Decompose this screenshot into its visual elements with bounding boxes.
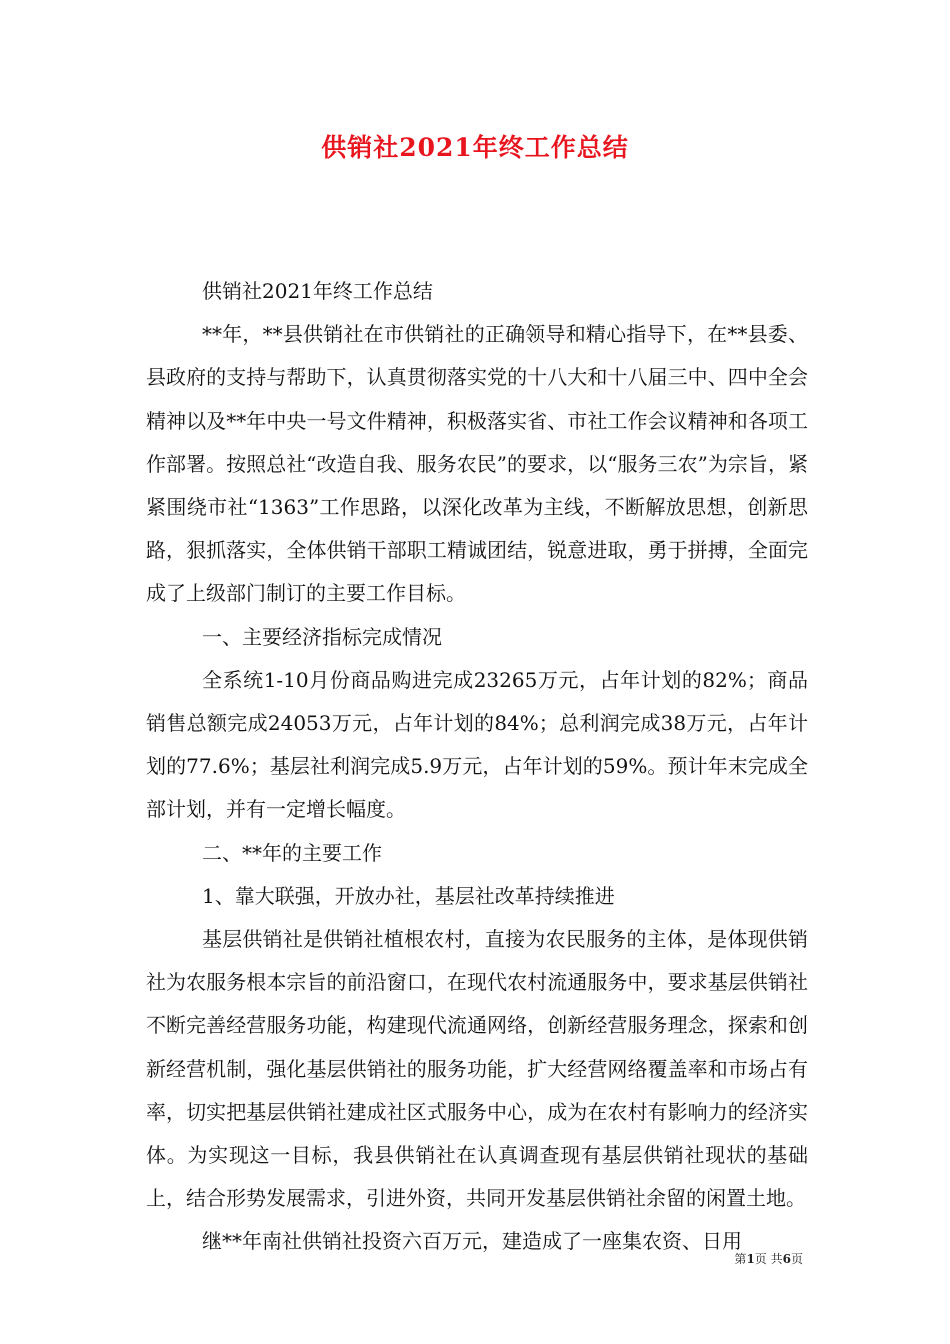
total-page-number: 6 (782, 1252, 791, 1266)
section-heading-1: 一、主要经济指标完成情况 (202, 624, 442, 649)
paragraph-continued: 继**年南社供销社投资六百万元，建造成了一座集农资、日用 (202, 1229, 742, 1254)
footer-middle: 页 共 (754, 1252, 783, 1266)
footer-prefix: 第 (734, 1252, 747, 1266)
current-page-number: 1 (746, 1252, 755, 1266)
section-heading-2: 二、**年的主要工作 (202, 840, 382, 865)
page-footer (734, 1251, 803, 1267)
paragraph-subtitle: 供销社2021年终工作总结 (202, 279, 433, 303)
subsection-heading-1: 1、靠大联强，开放办社，基层社改革持续推进 (202, 883, 615, 908)
footer-suffix: 页 (790, 1252, 803, 1266)
paragraph-intro: **年，**县供销社在市供销社的正确领导和精心指导下，在**县委、县政府的支持与帮助下，认真贯彻落实党的十八大和十八届三中、四中全会精神以及**年中央一号文件精神，积极落实省、市社工作会议精神和各项工作部署。按照总社“改造自我、服务农民”的要求，以“服务三农”为宗旨，紧紧围绕市社“1363”工作思路，以深化改革为主线，不断解放思想，创新思路，狠抓落实，全体供销干部职工精诚团结，锐意进取，勇于拼搏，全面完成了上级部门制订的主要工作目标。 (146, 322, 808, 606)
document-title: 供销社2021年终工作总结 (321, 133, 629, 162)
document-body (146, 270, 808, 1264)
paragraph-grassroots: 基层供销社是供销社植根农村，直接为农民服务的主体，是体现供销社为农服务根本宗旨的前沿窗口，在现代农村流通服务中，要求基层供销社不断完善经营服务功能，构建现代流通网络，创新经营服务理念，探索和创新经营机制，强化基层供销社的服务功能，扩大经营网络覆盖率和市场占有率，切实把基层供销社建成社区式服务中心，成为在农村有影响力的经济实体。为实现这一目标，我县供销社在认真调查现有基层供销社现状的基础上，结合形势发展需求，引进外资，共同开发基层供销社余留的闲置土地。 (146, 927, 808, 1211)
paragraph-indicators: 全系统1-10月份商品购进完成23265万元，占年计划的82%；商品销售总额完成24053万元，占年计划的84%；总利润完成38万元，占年计划的77.6%；基层社利润完成5.9万元，占年计划的59%。预计年末完成全部计划，并有一定增长幅度。 (146, 667, 808, 822)
